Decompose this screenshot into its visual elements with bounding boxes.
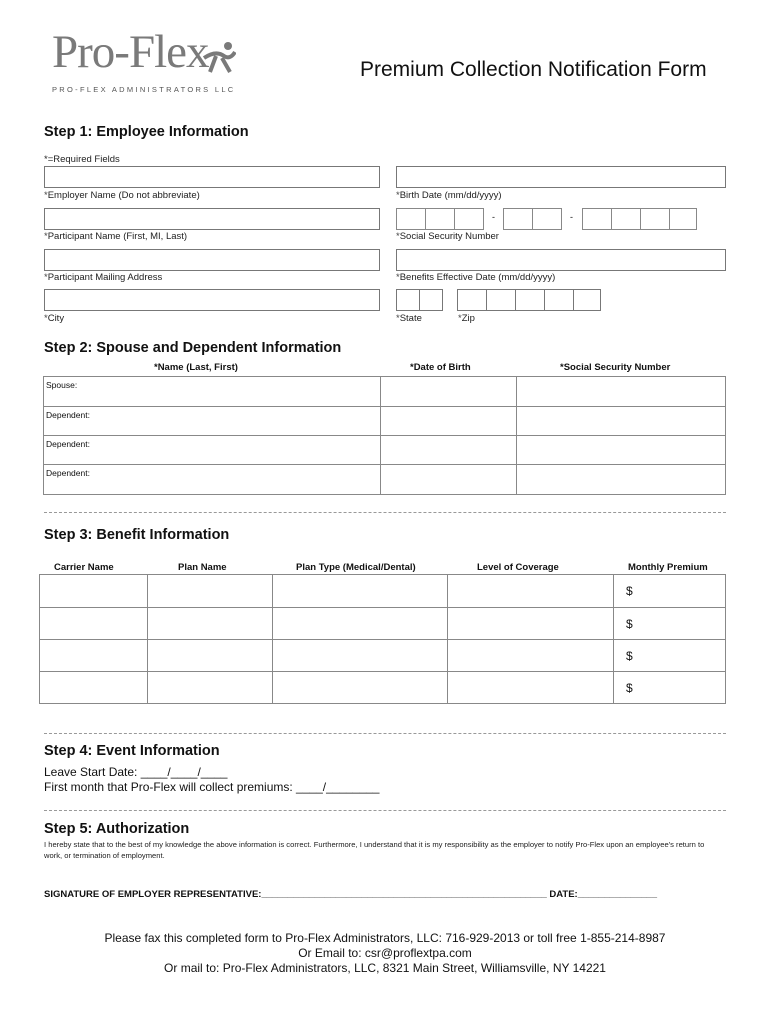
city-label: *City (44, 313, 65, 324)
plan-cell[interactable] (148, 672, 273, 704)
required-note: *=Required Fields (44, 154, 120, 165)
dob-cell[interactable] (381, 465, 517, 495)
table-row (40, 575, 726, 608)
carrier-cell[interactable] (40, 608, 148, 640)
city-field[interactable] (44, 289, 380, 311)
ssn-separator: - (492, 212, 495, 222)
ssn-digit-6[interactable] (582, 208, 612, 230)
premium-cell[interactable]: $ (614, 672, 726, 704)
row-label[interactable]: Spouse: (44, 377, 381, 407)
plan-cell[interactable] (148, 608, 273, 640)
premium-cell[interactable]: $ (614, 640, 726, 672)
ssn-cell[interactable] (517, 465, 726, 495)
coverage-cell[interactable] (448, 640, 614, 672)
col-ssn-header: *Social Security Number (560, 362, 671, 373)
first-month-line[interactable]: First month that Pro-Flex will collect premiums: ____/________ (44, 780, 380, 794)
zip-digit-2[interactable] (486, 289, 516, 311)
participant-name-field[interactable] (44, 208, 380, 230)
mailing-address-label: *Participant Mailing Address (44, 272, 163, 283)
step4-heading: Step 4: Event Information (44, 743, 220, 759)
premium-cell[interactable]: $ (614, 575, 726, 608)
ssn-digit-8[interactable] (640, 208, 670, 230)
step2-heading: Step 2: Spouse and Dependent Information (44, 340, 342, 356)
col-name-header: *Name (Last, First) (154, 362, 238, 373)
dob-cell[interactable] (381, 436, 517, 465)
carrier-cell[interactable] (40, 640, 148, 672)
signature-line[interactable]: SIGNATURE OF EMPLOYER REPRESENTATIVE:______________________________________________________ DATE:_______________ (44, 889, 657, 900)
col-plan-header: Plan Name (178, 562, 227, 573)
coverage-cell[interactable] (448, 608, 614, 640)
birth-date-label: *Birth Date (mm/dd/yyyy) (396, 190, 502, 201)
benefits-date-label: *Benefits Effective Date (mm/dd/yyyy) (396, 272, 556, 283)
table-row (40, 640, 726, 672)
col-carrier-header: Carrier Name (54, 562, 114, 573)
col-plantype-header: Plan Type (Medical/Dental) (296, 562, 416, 573)
ssn-cell[interactable] (517, 377, 726, 407)
coverage-cell[interactable] (448, 575, 614, 608)
row-label[interactable]: Dependent: (44, 465, 381, 495)
coverage-cell[interactable] (448, 672, 614, 704)
ssn-digit-1[interactable] (396, 208, 426, 230)
step5-heading: Step 5: Authorization (44, 821, 190, 837)
zip-digit-5[interactable] (573, 289, 601, 311)
ssn-cell[interactable] (517, 436, 726, 465)
row-label[interactable]: Dependent: (44, 407, 381, 436)
zip-digit-4[interactable] (544, 289, 574, 311)
table-row (44, 407, 726, 436)
ssn-cell[interactable] (517, 407, 726, 436)
ssn-digit-3[interactable] (454, 208, 484, 230)
ssn-digit-2[interactable] (425, 208, 455, 230)
logo-figure-icon (202, 40, 236, 74)
table-row (44, 436, 726, 465)
plantype-cell[interactable] (273, 608, 448, 640)
logo-subtitle: PRO-FLEX ADMINISTRATORS LLC (52, 85, 236, 94)
ssn-digit-5[interactable] (532, 208, 562, 230)
ssn-digit-4[interactable] (503, 208, 533, 230)
table-row (44, 465, 726, 495)
plan-cell[interactable] (148, 575, 273, 608)
state-field-1[interactable] (396, 289, 420, 311)
plantype-cell[interactable] (273, 575, 448, 608)
authorization-text: I hereby state that to the best of my knowledge the above information is correct. Furthermore, I understand that it is my responsibility as the employer to notify Pro-Flex upon an employee's return to work, or termination of employment. (44, 840, 705, 860)
zip-digit-3[interactable] (515, 289, 545, 311)
dependents-table (43, 376, 726, 495)
plantype-cell[interactable] (273, 672, 448, 704)
logo-wordmark: Pro-Flex (52, 26, 209, 78)
employer-name-label: *Employer Name (Do not abbreviate) (44, 190, 200, 201)
dob-cell[interactable] (381, 407, 517, 436)
footer-mail: Or mail to: Pro-Flex Administrators, LLC, 8321 Main Street, Williamsville, NY 14221 (164, 961, 606, 975)
premium-cell[interactable]: $ (614, 608, 726, 640)
table-row (40, 608, 726, 640)
col-coverage-header: Level of Coverage (477, 562, 559, 573)
zip-label: *Zip (458, 313, 475, 324)
ssn-digit-7[interactable] (611, 208, 641, 230)
table-row (44, 377, 726, 407)
carrier-cell[interactable] (40, 575, 148, 608)
footer-fax: Please fax this completed form to Pro-Flex Administrators, LLC: 716-929-2013 or toll free 1-855-214-8987 (104, 931, 666, 945)
ssn-label: *Social Security Number (396, 231, 499, 242)
mailing-address-field[interactable] (44, 249, 380, 271)
step3-heading: Step 3: Benefit Information (44, 527, 230, 543)
logo (52, 26, 252, 106)
state-label: *State (396, 313, 422, 324)
plantype-cell[interactable] (273, 640, 448, 672)
table-row (40, 672, 726, 704)
col-premium-header: Monthly Premium (628, 562, 708, 573)
col-dob-header: *Date of Birth (410, 362, 471, 373)
benefits-date-field[interactable] (396, 249, 726, 271)
leave-start-line[interactable]: Leave Start Date: ____/____/____ (44, 765, 228, 779)
section-divider (44, 733, 726, 734)
row-label[interactable]: Dependent: (44, 436, 381, 465)
benefits-table (39, 574, 726, 704)
employer-name-field[interactable] (44, 166, 380, 188)
dob-cell[interactable] (381, 377, 517, 407)
birth-date-field[interactable] (396, 166, 726, 188)
carrier-cell[interactable] (40, 672, 148, 704)
participant-name-label: *Participant Name (First, MI, Last) (44, 231, 188, 242)
section-divider (44, 810, 726, 811)
state-field-2[interactable] (419, 289, 443, 311)
zip-digit-1[interactable] (457, 289, 487, 311)
section-divider (44, 512, 726, 513)
ssn-separator: - (570, 212, 573, 222)
footer-email: Or Email to: csr@proflextpa.com (298, 946, 472, 960)
ssn-digit-9[interactable] (669, 208, 697, 230)
step1-heading: Step 1: Employee Information (44, 124, 249, 140)
page-title: Premium Collection Notification Form (360, 58, 707, 81)
plan-cell[interactable] (148, 640, 273, 672)
